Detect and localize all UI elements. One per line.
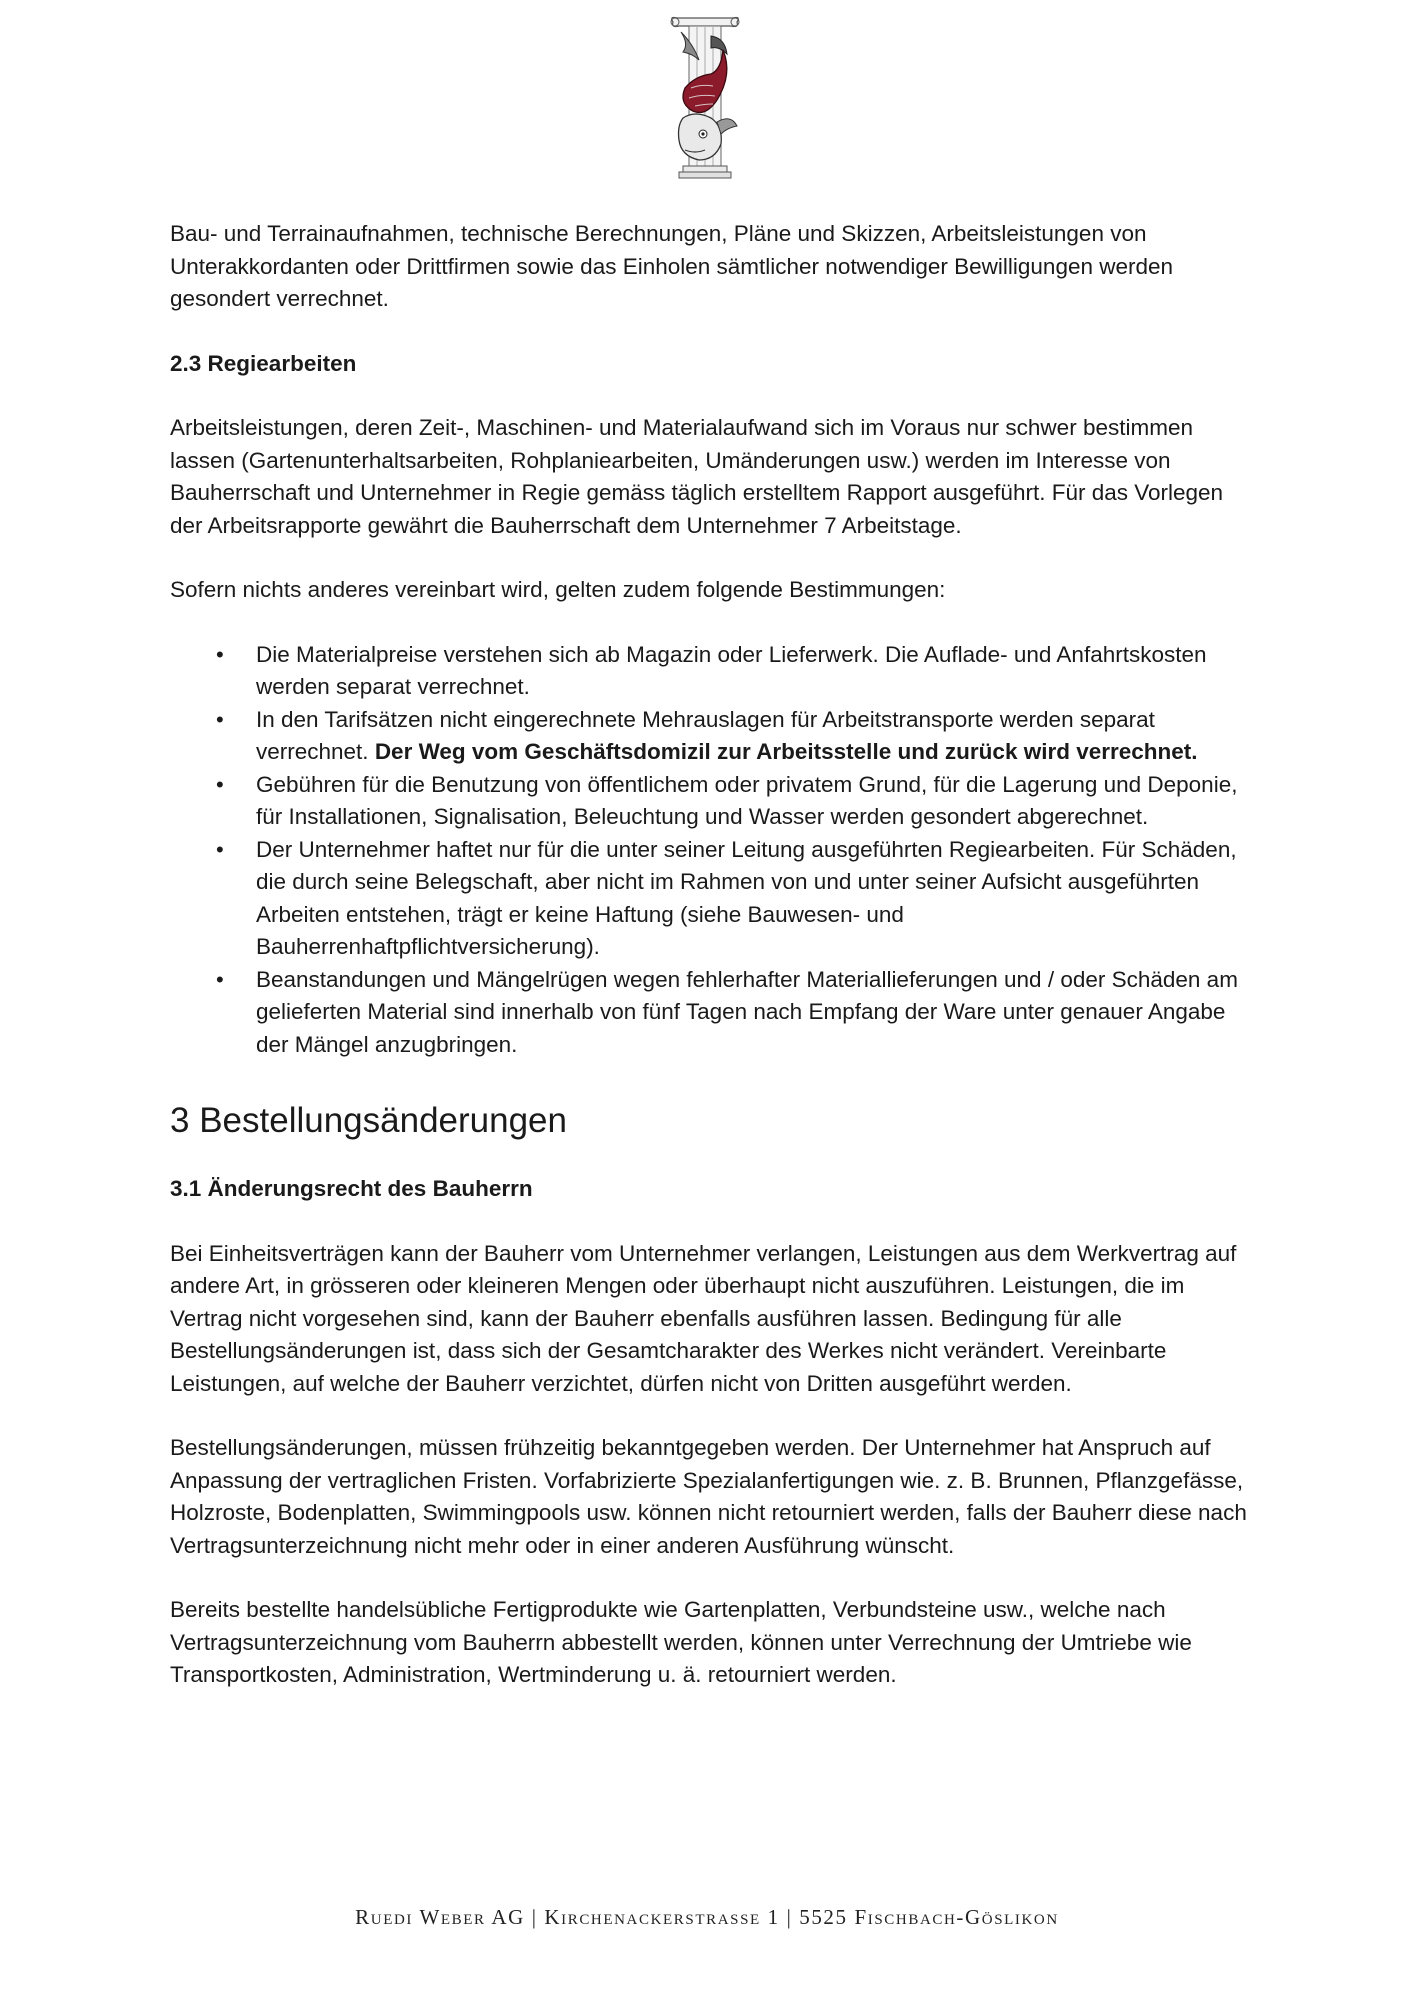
list-item: • In den Tarifsätzen nicht eingerechnete Mehrauslagen für Arbeitstransporte werden separat verrechnet. Der Weg vom Geschäftsdomizil zur Arbeitsstelle und zurück wird verrechnet. — [170, 704, 1250, 769]
regiearbeiten-paragraph-2: Sofern nichts anderes vereinbart wird, gelten zudem folgende Bestimmungen: — [170, 577, 946, 602]
intro-paragraph: Bau- und Terrainaufnahmen, technische Berechnungen, Pläne und Skizzen, Arbeitsleistungen von Unterakkordanten oder Drittfirmen sowie das Einholen sämtlicher notwendiger Bewilligungen werden gesondert verrechnet. — [170, 221, 1174, 311]
bullet-icon: • — [216, 966, 224, 992]
fish-column-logo-icon — [655, 14, 755, 184]
list-item: • Beanstandungen und Mängelrügen wegen fehlerhafter Materiallieferungen und / oder Schäden am gelieferten Material sind innerhalb von fünf Tagen nach Empfang der Ware unter genauer Angabe der Mängel anzugbringen. — [170, 964, 1250, 1062]
aenderungsrecht-paragraph-2: Bestellungsänderungen, müssen frühzeitig bekanntgegeben werden. Der Unternehmer hat Anspruch auf Anpassung der vertraglichen Fristen. Vorfabrizierte Spezialanfertigungen wie. z. B. Brunnen, Pflanzgefässe, Holzroste, Bodenplatten, Swimmingpools usw. können nicht retourniert werden, falls der Bauherr diese nach Vertragsunterzeichnung nicht mehr oder in einer anderen Ausführung wünscht. — [170, 1435, 1247, 1558]
page-footer: Ruedi Weber AG | Kirchenackerstrasse 1 | 5525 Fischbach-Göslikon — [355, 1905, 1059, 1929]
document-body — [170, 218, 1250, 1692]
regiearbeiten-paragraph-1: Arbeitsleistungen, deren Zeit-, Maschinen- und Materialaufwand sich im Voraus nur schwer bestimmen lassen (Gartenunterhaltsarbeiten, Rohplaniearbeiten, Umänderungen usw.) werden im Interesse von Bauherrschaft und Unternehmer in Regie gemäss täglich erstelltem Rapport ausgeführt. Für das Vorlegen der Arbeitsrapporte gewährt die Bauherrschaft dem Unternehmer 7 Arbeitstage. — [170, 415, 1224, 538]
section-heading-3: 3 Bestellungsänderungen — [170, 1101, 567, 1140]
list-item: • Der Unternehmer haftet nur für die unter seiner Leitung ausgeführten Regiearbeiten. Für Schäden, die durch seine Belegschaft, aber nicht im Rahmen von und unter seiner Aufsicht ausgeführten Arbeiten entstehen, trägt er keine Haftung (siehe Bauwesen- und Bauherrenhaftpflichtversicherung). — [170, 834, 1250, 964]
section-heading-3-1: 3.1 Änderungsrecht des Bauherrn — [170, 1176, 533, 1201]
bullet-icon: • — [216, 771, 224, 797]
list-item: • Gebühren für die Benutzung von öffentlichem oder privatem Grund, für die Lagerung und Deponie, für Installationen, Signalisation, Beleuchtung und Wasser werden gesondert abgerechnet. — [170, 769, 1250, 834]
list-item: • Die Materialpreise verstehen sich ab Magazin oder Lieferwerk. Die Auflade- und Anfahrtskosten werden separat verrechnet. — [170, 639, 1250, 704]
section-heading-2-3: 2.3 Regiearbeiten — [170, 350, 357, 376]
bestimmungen-list — [170, 639, 1250, 1062]
aenderungsrecht-paragraph-3: Bereits bestellte handelsübliche Fertigprodukte wie Gartenplatten, Verbundsteine usw., welche nach Vertragsunterzeichnung vom Bauherrn abbestellt werden, können unter Verrechnung der Umtriebe wie Transportkosten, Administration, Wertminderung u. ä. retourniert werden. — [170, 1597, 1192, 1687]
emphasis-text: Der Weg vom Geschäftsdomizil zur Arbeitsstelle und zurück wird verrechnet. — [374, 739, 1198, 764]
bullet-icon: • — [216, 836, 224, 862]
bullet-icon: • — [216, 641, 224, 667]
bullet-icon: • — [216, 706, 224, 732]
aenderungsrecht-paragraph-1: Bei Einheitsverträgen kann der Bauherr vom Unternehmer verlangen, Leistungen aus dem Werkvertrag auf andere Art, in grösseren oder kleineren Mengen oder überhaupt nicht auszuführen. Leistungen, die im Vertrag nicht vorgesehen sind, kann der Bauherr ebenfalls ausführen lassen. Bedingung für alle Bestellungsänderungen ist, dass sich der Gesamtcharakter des Werkes nicht verändert. Vereinbarte Leistungen, auf welche der Bauherr verzichtet, dürfen nicht von Dritten ausgeführt werden. — [170, 1240, 1237, 1396]
